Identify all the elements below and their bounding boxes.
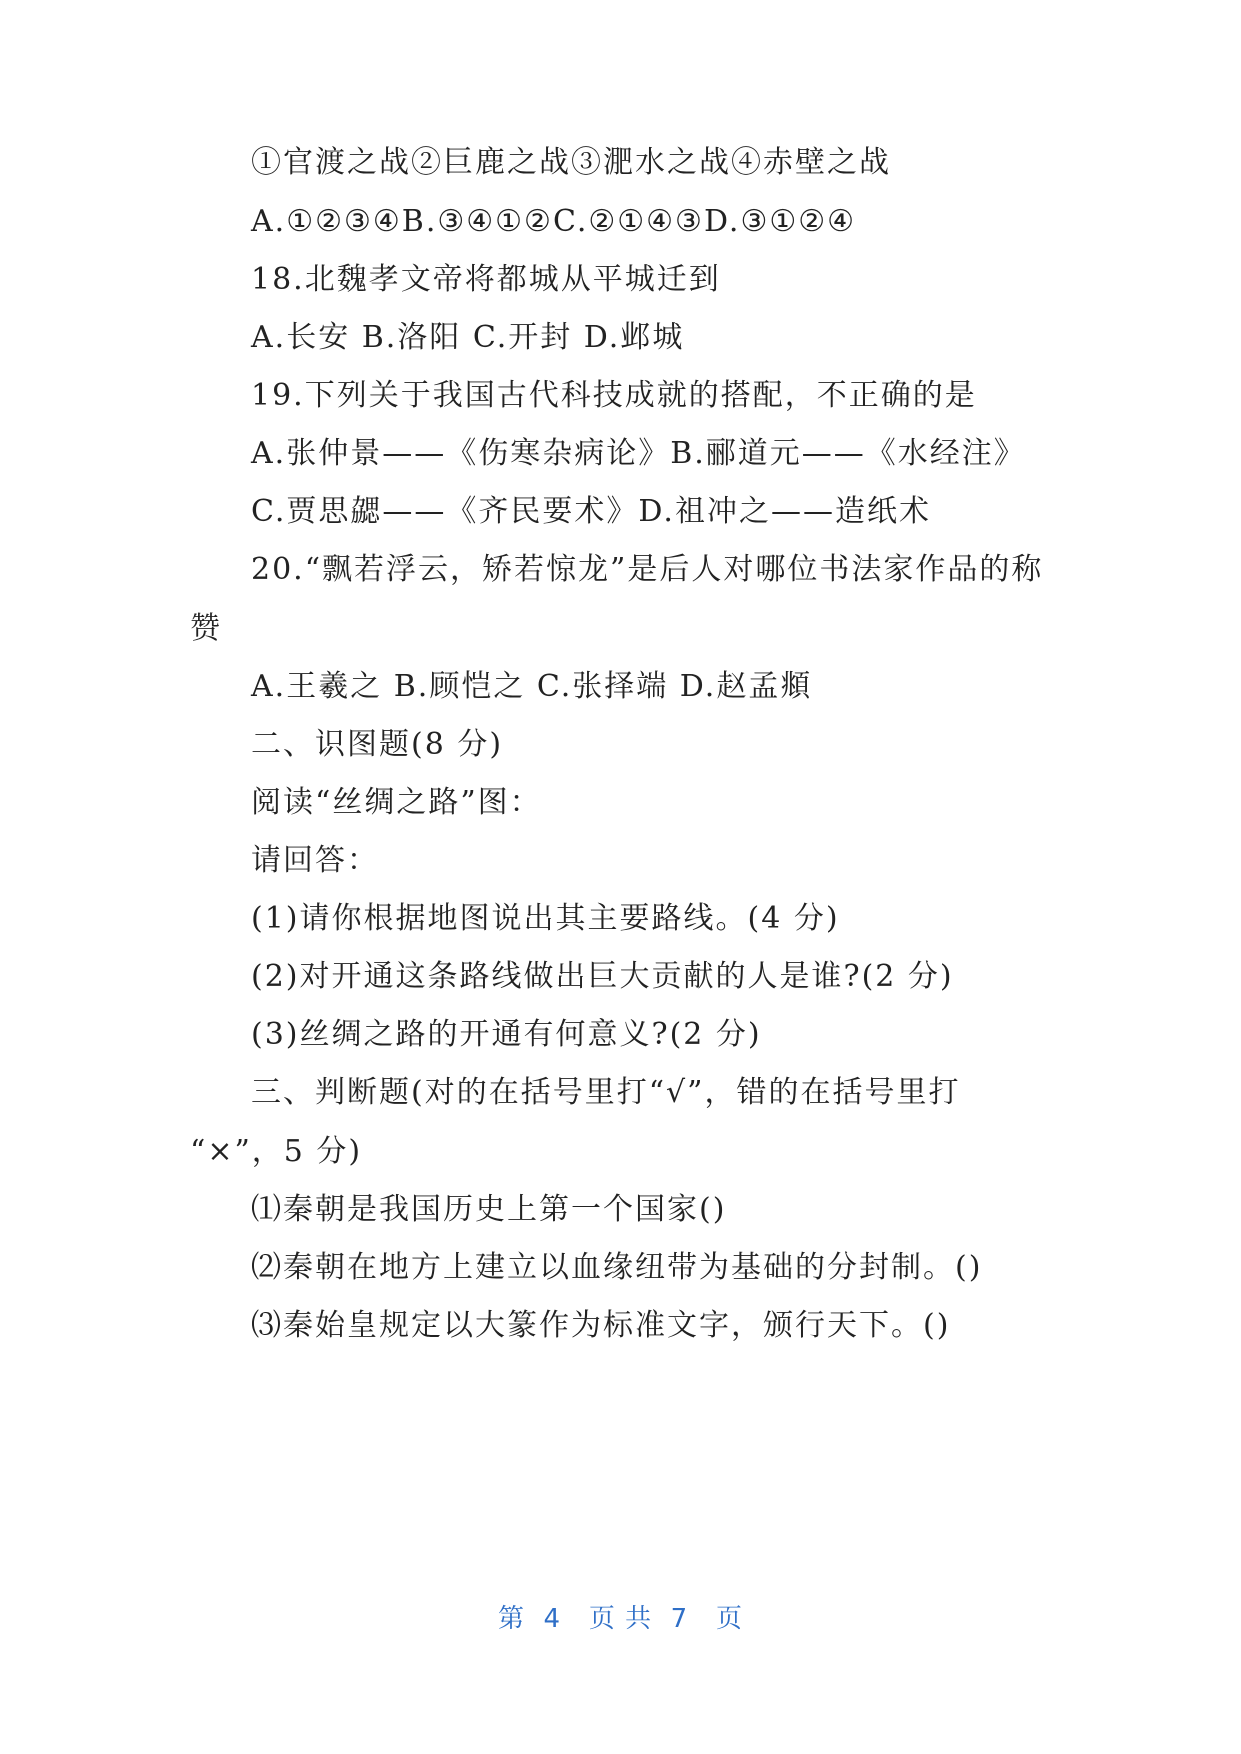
- question-20-stem-continued: 赞: [190, 611, 222, 646]
- map-question-1: (1)请你根据地图说出其主要路线。(4 分): [251, 901, 840, 936]
- judgment-item-1: ⑴秦朝是我国历史上第一个国家(): [251, 1192, 727, 1227]
- question-19-choices-ab: A.张仲景——《伤寒杂病论》B.郦道元——《水经注》: [251, 436, 1026, 471]
- section-3-heading-continued: “×”，5 分): [190, 1134, 363, 1169]
- page-number-footer: 第 4 页 共 7 页: [498, 1604, 743, 1634]
- map-question-3: (3)丝绸之路的开通有何意义?(2 分): [251, 1017, 762, 1052]
- map-reading-instruction: 阅读“丝绸之路”图：: [251, 785, 542, 820]
- question-18-stem: 18.北魏孝文帝将都城从平城迁到: [251, 262, 721, 297]
- question-17-choices: A.①②③④B.③④①②C.②①④③D.③①②④: [251, 204, 857, 239]
- judgment-item-3: ⑶秦始皇规定以大篆作为标准文字，颁行天下。(): [251, 1308, 951, 1343]
- question-18-choices: A.长安 B.洛阳 C.开封 D.邺城: [251, 320, 685, 355]
- map-question-2: (2)对开通这条路线做出巨大贡献的人是谁?(2 分): [251, 959, 954, 994]
- judgment-item-2: ⑵秦朝在地方上建立以血缘纽带为基础的分封制。(): [251, 1250, 983, 1285]
- answer-prompt: 请回答：: [251, 843, 379, 878]
- question-20-stem: 20.“飘若浮云，矫若惊龙”是后人对哪位书法家作品的称: [251, 552, 1044, 587]
- question-19-stem: 19.下列关于我国古代科技成就的搭配，不正确的是: [251, 378, 977, 413]
- section-2-heading: 二、识图题(8 分): [251, 727, 504, 762]
- question-20-choices: A.王羲之 B.顾恺之 C.张择端 D.赵孟頫: [251, 669, 813, 704]
- question-19-choices-cd: C.贾思勰——《齐民要术》D.祖冲之——造纸术: [251, 494, 931, 529]
- question-17-options-list: ①官渡之战②巨鹿之战③淝水之战④赤壁之战: [251, 145, 891, 180]
- section-3-heading: 三、判断题(对的在括号里打“√”，错的在括号里打: [251, 1075, 961, 1110]
